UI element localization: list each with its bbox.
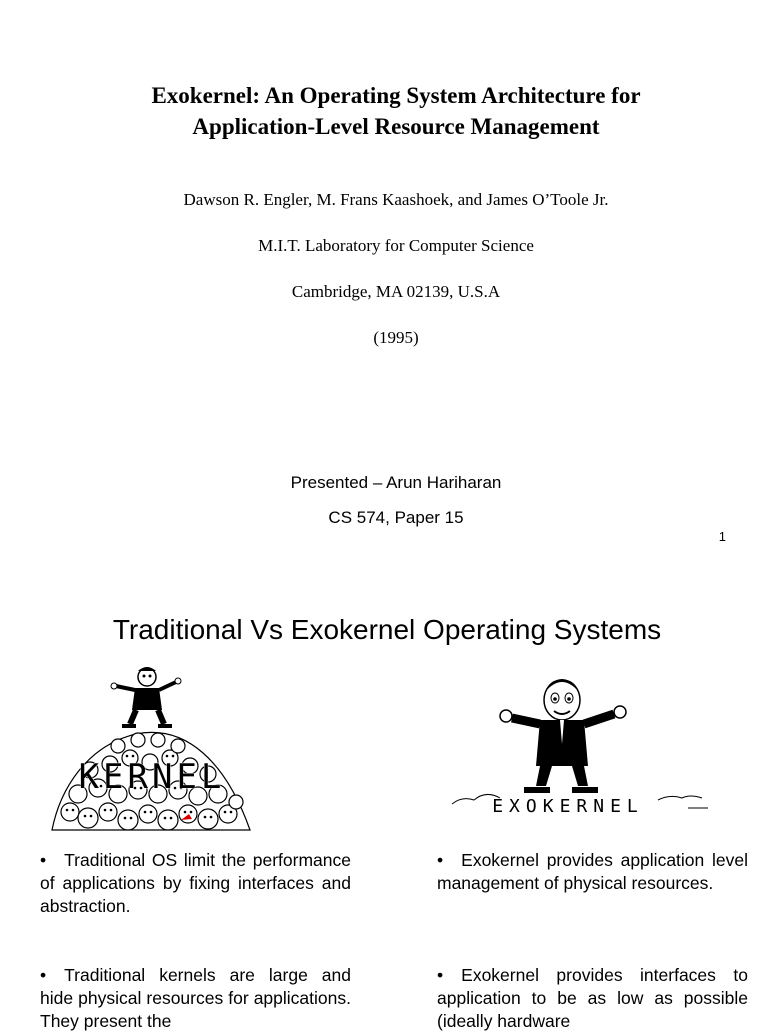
left-bullet-1 [40, 849, 351, 918]
presenter: Presented – Arun Hariharan [290, 473, 502, 492]
left-bullet-2 [40, 964, 351, 1033]
affiliation: M.I.T. Laboratory for Computer Science [258, 236, 534, 255]
man-jumping-icon [500, 679, 626, 790]
right-bullet-1 [437, 849, 748, 895]
location: Cambridge, MA 02139, U.S.A [291, 282, 501, 301]
bullet-text: Exokernel provides interfaces to application to be as low as possible (ideally hardware [437, 965, 748, 1031]
kernel-illustration [48, 662, 258, 834]
exokernel-label: EXOKERNEL [492, 796, 644, 817]
publication-year: (1995) [373, 328, 419, 347]
authors: Dawson R. Engler, M. Frans Kaashoek, and James O’Toole Jr. [183, 190, 609, 209]
bullet-text: Exokernel provides application level management of physical resources. [437, 850, 748, 893]
paper-title [60, 80, 732, 142]
slide-title: Traditional Vs Exokernel Operating Systems [112, 614, 662, 645]
page-number: 1 [718, 529, 726, 544]
exokernel-illustration [448, 674, 720, 820]
course-info: CS 574, Paper 15 [328, 508, 464, 527]
man-standing-icon [111, 667, 181, 726]
bullet-icon: • [40, 965, 47, 985]
paper-title-line-2: Application-Level Resource Management [192, 114, 600, 139]
bullet-icon: • [437, 850, 444, 870]
bullet-icon: • [40, 850, 47, 870]
right-bullet-2 [437, 964, 748, 1033]
paper-title-line-1: Exokernel: An Operating System Architecture for [151, 83, 641, 108]
bullet-text: Traditional OS limit the performance of applications by fixing interfaces and abstraction. [40, 850, 351, 916]
kernel-label: KERNEL [78, 757, 226, 797]
bullet-icon: • [437, 965, 444, 985]
bullet-text: Traditional kernels are large and hide physical resources for applications. They present the [40, 965, 351, 1031]
